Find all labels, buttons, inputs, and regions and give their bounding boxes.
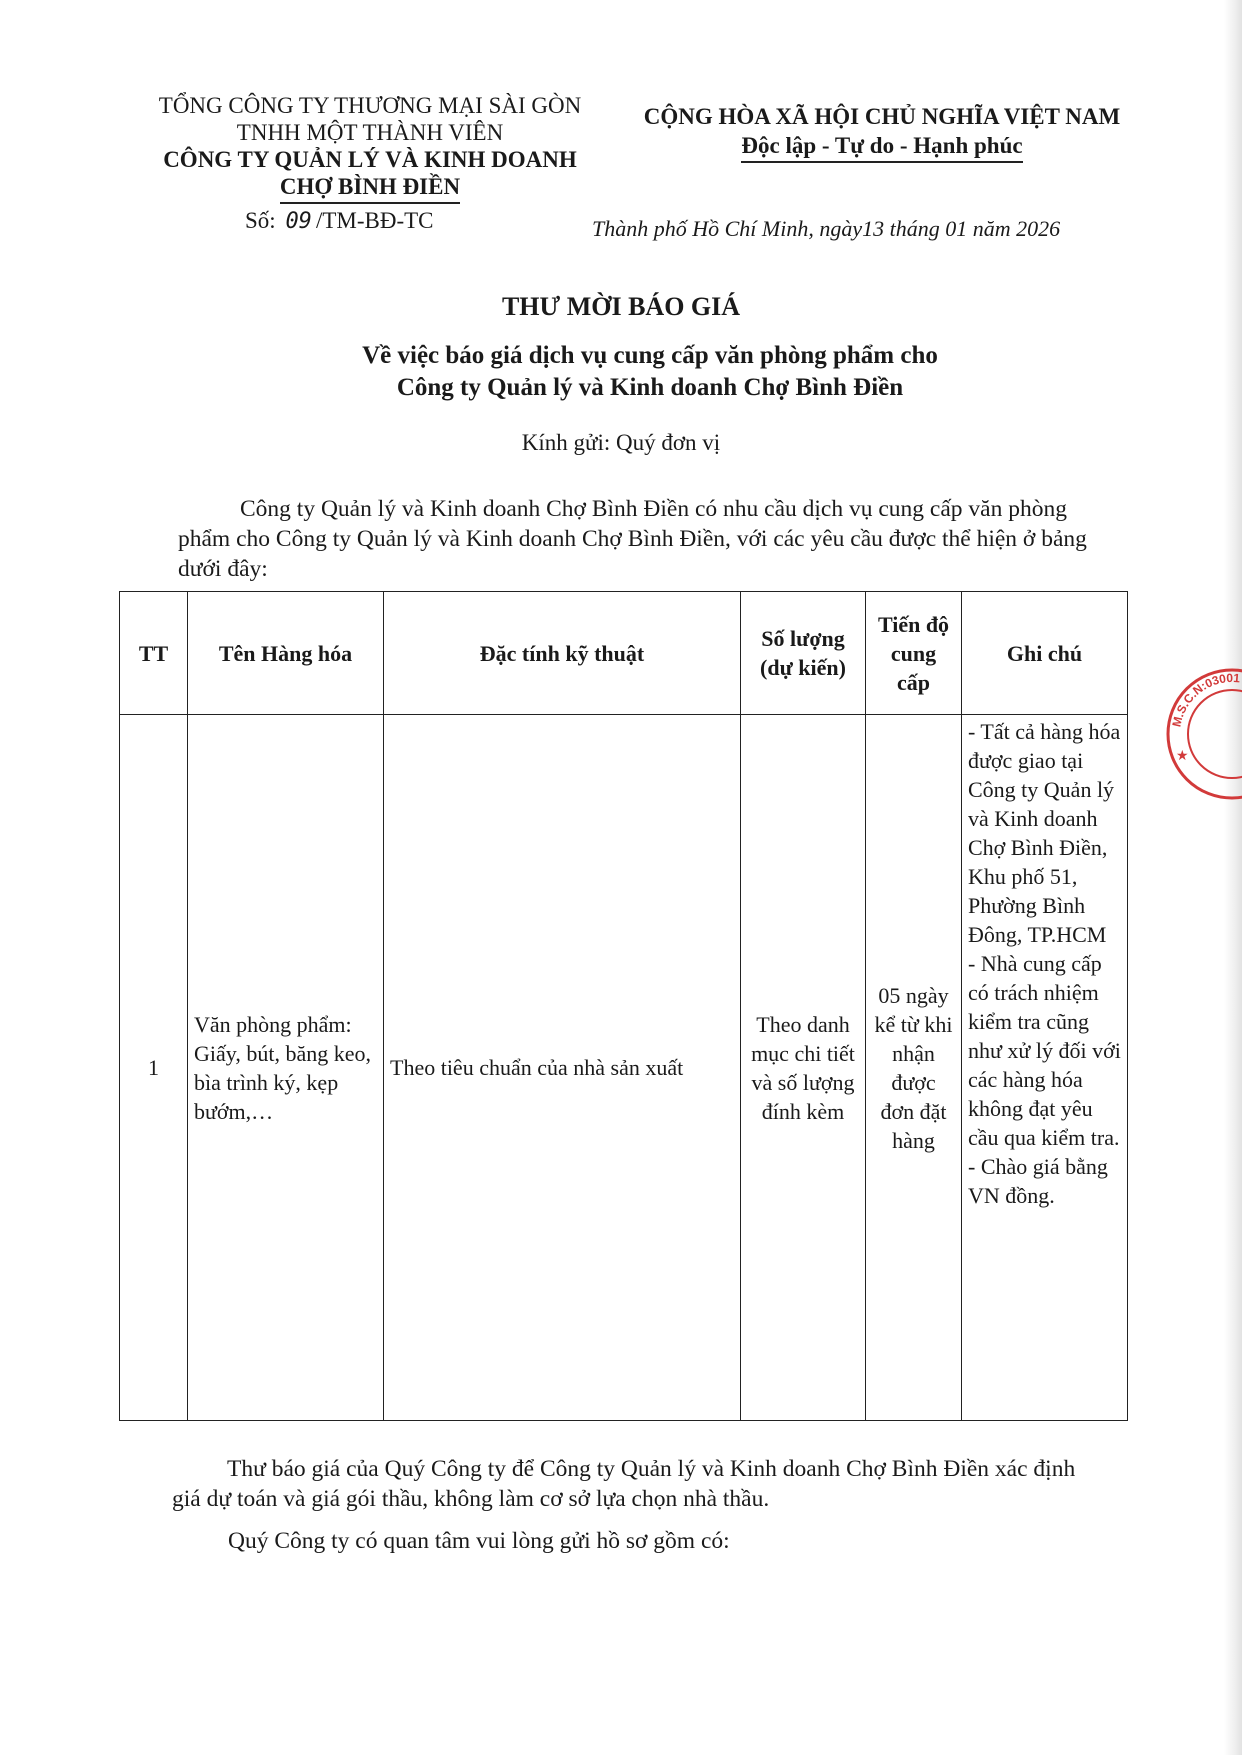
header-spec: Đặc tính kỹ thuật [384,592,741,715]
header-time: Tiến độ cung cấp [866,592,962,715]
closing-paragraph-2: Quý Công ty có quan tâm vui lòng gửi hồ sơ gồm có: [228,1528,730,1554]
table-header-row [120,592,1128,715]
cell-spec: Theo tiêu chuẩn của nhà sản xuất [384,715,741,1421]
header-tt: TT [120,592,188,715]
cell-name: Văn phòng phẩm: Giấy, bút, băng keo, bìa trình ký, kẹp bướm,… [188,715,384,1421]
greeting: Kính gửi: Quý đơn vị [521,430,721,455]
national-header [622,102,1142,163]
document-subject [300,340,1000,404]
org-line-4: CHỢ BÌNH ĐIỀN [280,173,460,204]
seal-inner-ring [1188,690,1242,778]
scan-edge [1224,0,1242,1755]
subject-line-1: Về việc báo giá dịch vụ cung cấp văn phòng phẩm cho [362,342,938,369]
ref-suffix: /TM-BĐ-TC [315,208,434,233]
intro-paragraph: Công ty Quản lý và Kinh doanh Chợ Bình Điền có nhu cầu dịch vụ cung cấp văn phòng phẩm cho Công ty Quản lý và Kinh doanh Chợ Bình Điền, với các yêu cầu được thể hiện ở bảng dưới đây: [178,496,1087,582]
org-line-3: CÔNG TY QUẢN LÝ VÀ KINH DOANH [163,147,577,172]
table-row [120,715,1128,1421]
org-line-2: TNHH MỘT THÀNH VIÊN [236,120,504,145]
requirements-table [119,591,1128,1421]
header-name: Tên Hàng hóa [188,592,384,715]
seal-text: M.S.C.N:03001 [1169,670,1241,729]
date-prefix: Thành phố Hồ Chí Minh, ngày [592,216,863,241]
date-day: 13 [862,216,885,241]
cell-note [962,715,1128,1421]
date-line [592,216,1152,242]
note-line-3: - Chào giá bằng VN đồng. [968,1154,1108,1208]
national-motto: Độc lập - Tự do - Hạnh phúc [741,131,1022,163]
date-rest: tháng 01 năm 2026 [884,216,1061,241]
note-line-1: - Tất cả hàng hóa được giao tại Công ty Quản lý và Kinh doanh Chợ Bình Điền, Khu phố 51, Phường Bình Đông, TP.HCM [968,719,1121,947]
seal-star: ★ [1176,749,1189,764]
header-qty: Số lượng (dự kiến) [741,592,866,715]
subject-line-2: Công ty Quản lý và Kinh doanh Chợ Bình Điền [396,374,904,401]
nation-title: CỘNG HÒA XÃ HỘI CHỦ NGHĨA VIỆT NAM [643,104,1121,129]
note-line-2: - Nhà cung cấp có trách nhiệm kiểm tra cũng như xử lý đối với các hàng hóa không đạt yêu cầu qua kiểm tra. [968,951,1121,1150]
ref-number: 09 [285,209,312,234]
document-title: THƯ MỜI BÁO GIÁ [501,292,741,321]
red-seal-stamp [1162,664,1242,804]
ref-prefix: Số: [245,208,276,233]
cell-tt: 1 [120,715,188,1421]
org-line-1: TỔNG CÔNG TY THƯƠNG MẠI SÀI GÒN [158,93,582,118]
organization-header [130,92,610,204]
header-note: Ghi chú [962,592,1128,715]
closing-paragraph-1: Thư báo giá của Quý Công ty để Công ty Quản lý và Kinh doanh Chợ Bình Điền xác định giá dự toán và giá gói thầu, không làm cơ sở lựa chọn nhà thầu. [172,1456,1076,1512]
cell-time: 05 ngày kể từ khi nhận được đơn đặt hàng [866,715,962,1421]
document-number [245,208,434,234]
cell-qty: Theo danh mục chi tiết và số lượng đính kèm [741,715,866,1421]
